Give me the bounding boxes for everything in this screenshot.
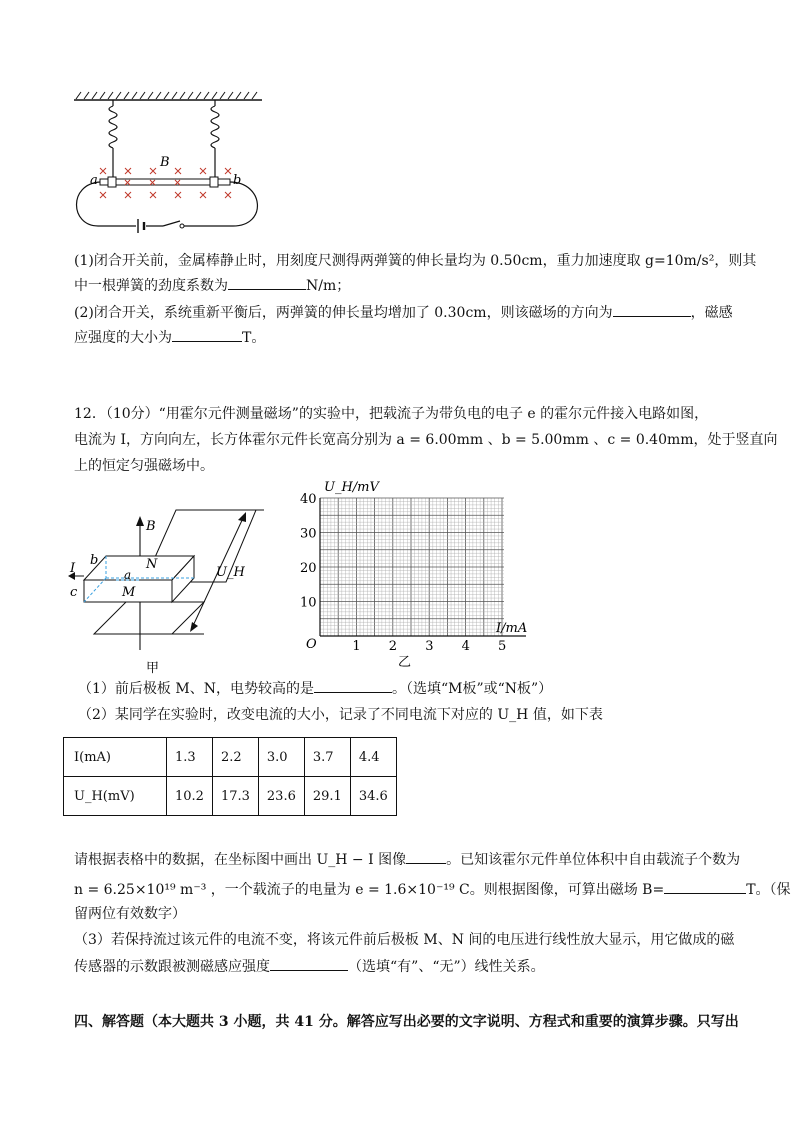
answer-blank-higher-potential[interactable] <box>314 678 392 693</box>
section-4-heading: 四、解答题（本大题共 3 小题，共 41 分。解答应写出必要的文字说明、方程式和重要的演算步骤。只写出 <box>74 1014 739 1030</box>
hall-label-c: c <box>70 585 78 600</box>
fig1-label-b: b <box>233 173 242 188</box>
q12-after-line2 <box>74 879 791 900</box>
q12-after-line2-pre: n = 6.25×10¹⁹ m⁻³ ，一个载流子的电量为 e = 1.6×10⁻¹⁹ C。则根据图像，可算出磁场 B= <box>74 882 665 898</box>
hall-label-M: M <box>122 585 136 600</box>
grid-caption: 乙 <box>398 655 412 670</box>
table-cell: 10.2 <box>167 777 213 816</box>
hall-label-UH: U_H <box>216 565 245 580</box>
table-cell: 1.3 <box>167 738 213 777</box>
q12-after-line1-post: 。已知该霍尔元件单位体积中自由载流子个数为 <box>446 852 741 868</box>
q12-part3-line2-pre: 传感器的示数跟被测磁感应强度 <box>74 959 270 975</box>
q11-part1-line2-post: N/m； <box>306 278 351 294</box>
table-row <box>64 777 397 816</box>
table-cell: 4.4 <box>350 738 396 777</box>
q11-part2-line2-post: T。 <box>242 330 266 346</box>
answer-blank-field-B[interactable] <box>664 879 746 894</box>
q12-part1-pre: （1）前后极板 M、N，电势较高的是 <box>78 681 314 697</box>
q12-part3-line2-post: （选填“有”、“无”）线性关系。 <box>348 959 545 975</box>
table-header-voltage: U_H(mV) <box>64 777 167 816</box>
q12-after-line1 <box>74 849 740 870</box>
hall-label-B: B <box>146 519 156 534</box>
q12-part3-line2 <box>74 956 545 977</box>
q11-part2-line2-pre: 应强度的大小为 <box>74 330 172 346</box>
q12-part2: （2）某同学在实验时，改变电流的大小，记录了不同电流下对应的 U_H 值，如下表 <box>78 707 603 723</box>
q12-part1 <box>78 678 552 699</box>
q11-part2-line2 <box>74 327 265 348</box>
hall-label-I: I <box>70 561 76 576</box>
q11-part2-line1-post: ，磁感 <box>690 305 733 321</box>
grid-xtick-label: 2 <box>388 639 398 654</box>
table-row <box>64 738 397 777</box>
grid-ytick-label: 40 <box>300 492 317 507</box>
grid-xtick-label: 1 <box>352 639 361 654</box>
q12-after-line2-post: T。（保 <box>746 882 791 898</box>
q11-part1-line2-pre: 中一根弹簧的劲度系数为 <box>74 278 228 294</box>
answer-blank-field-direction[interactable] <box>613 302 691 317</box>
grid-ytick-label: 30 <box>300 526 317 542</box>
table-cell: 34.6 <box>350 777 396 816</box>
answer-blank-graph[interactable] <box>406 849 446 864</box>
q12-part3-line1: （3）若保持流过该元件的电流不变，将该元件前后极板 M、N 间的电压进行线性放大显示，用它做成的磁 <box>74 932 735 948</box>
table-header-current: I(mA) <box>64 738 167 777</box>
grid-ytick-label: 20 <box>300 561 317 576</box>
q12-part1-post: 。（选填“M板”或“N板”） <box>391 681 553 697</box>
grid-xtick-label: 3 <box>425 639 434 654</box>
hall-label-N: N <box>146 557 158 572</box>
table-cell: 29.1 <box>304 777 350 816</box>
q12-after-line3: 留两位有效数字） <box>74 906 186 922</box>
hall-element-figure <box>66 500 276 680</box>
hall-label-a: a <box>124 568 132 582</box>
q11-part2-line1 <box>74 302 733 323</box>
answer-blank-linear[interactable] <box>270 956 348 971</box>
hall-label-b: b <box>90 553 99 568</box>
q12-intro-line3: 上的恒定匀强磁场中。 <box>74 458 214 474</box>
grid-xtick-label: 5 <box>498 639 507 654</box>
fig1-label-B: B <box>160 155 170 170</box>
table-cell: 17.3 <box>212 777 258 816</box>
spring-rod-figure <box>68 88 268 240</box>
q12-intro-line1: 12．（10分）“用霍尔元件测量磁场”的实验中，把载流子为带负电的电子 e 的霍尔元件接入电路如图， <box>74 406 709 422</box>
fig1-label-a: a <box>90 173 98 188</box>
uh-i-grid-figure <box>296 478 546 682</box>
hall-caption: 甲 <box>146 661 160 676</box>
q12-after-line1-pre: 请根据表格中的数据，在坐标图中画出 U_H − I 图像 <box>74 852 407 868</box>
q12-intro-line2: 电流为 I，方向向左，长方体霍尔元件长宽高分别为 a = 6.00mm 、b = 5.00mm 、c = 0.40mm，处于竖直向 <box>74 432 778 448</box>
grid-ylabel: U_H/mV <box>324 480 379 495</box>
table-cell: 23.6 <box>258 777 304 816</box>
table-cell: 3.7 <box>304 738 350 777</box>
grid-xlabel: I/mA <box>496 621 528 636</box>
q11-part1-line2 <box>74 275 350 296</box>
q11-part2-line1-pre: (2)闭合开关，系统重新平衡后，两弹簧的伸长量均增加了 0.30cm，则该磁场的方向为 <box>74 305 613 321</box>
table-cell: 2.2 <box>212 738 258 777</box>
q11-part1-line1: (1)闭合开关前，金属棒静止时，用刻度尺测得两弹簧的伸长量均为 0.50cm，重力加速度取 g=10m/s²，则其 <box>74 253 757 269</box>
answer-blank-spring-constant[interactable] <box>228 275 306 290</box>
answer-blank-field-magnitude[interactable] <box>172 327 242 342</box>
table-cell: 3.0 <box>258 738 304 777</box>
grid-ytick-label: 10 <box>300 595 317 611</box>
grid-xtick-label: 4 <box>461 639 470 654</box>
data-table <box>63 737 397 816</box>
grid-origin: O <box>306 637 317 652</box>
